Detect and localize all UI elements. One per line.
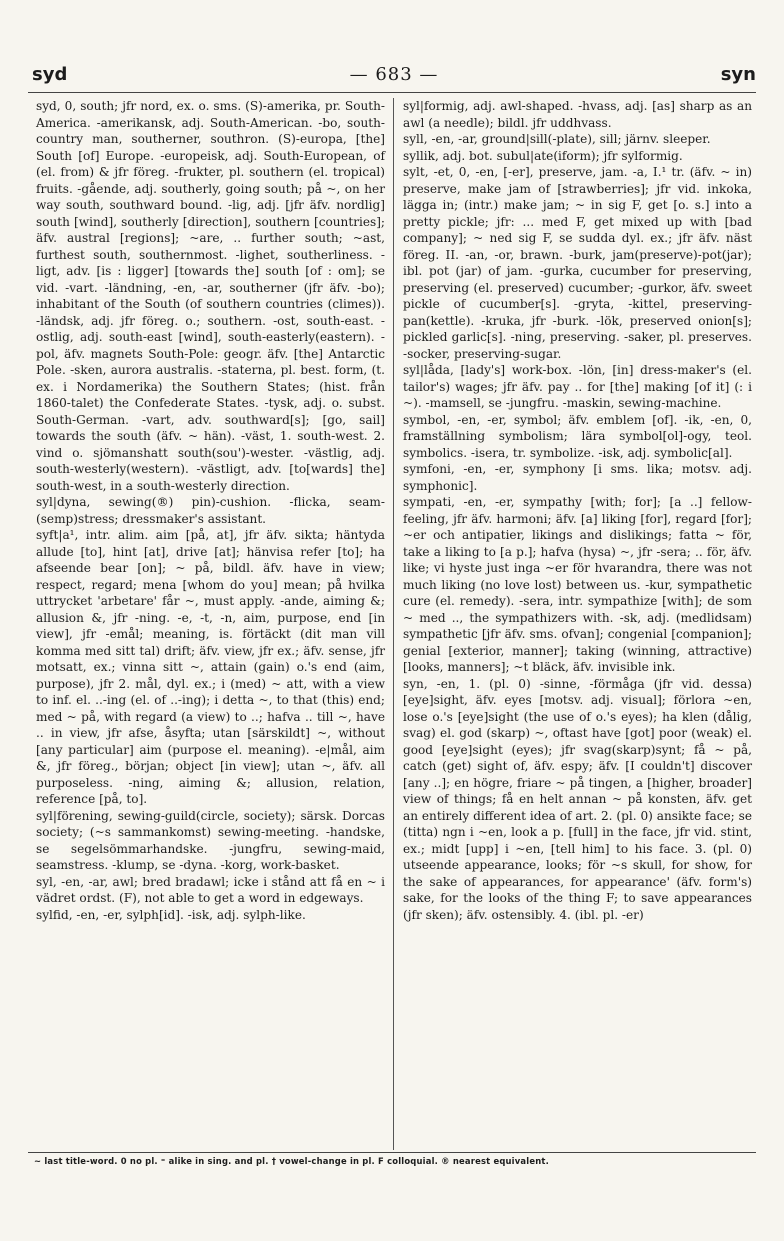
page-header bbox=[32, 64, 756, 90]
dictionary-columns bbox=[32, 98, 756, 1150]
entry-sympati: sympati, -en, -er, sympathy [with; for]; [a ..] fellow-feeling, jfr äfv. harmoni; äfv. [a] liking [for], regard [for]; ~er och antipatier, likings and dislikings; fatta ~ för, take a liking to [a p.]; hafva (hysa) ~, jfr -sera; .. för, äfv. like; vi hyste just inga ~er för hvarandra, there was not much liking (no love lost) between us. -kur, sympathetic cure (el. remedy). -sera, intr. sympathize [with]; de som ~ med .., the sympathizers with. -sk, adj. (medlidsam) sympathetic [jfr äfv. sms. ofvan]; congenial [companion]; genial [exterior, manner]; taking (winning, attractive) [looks, manners]; ~t bläck, äfv. invisible ink. bbox=[403, 495, 752, 674]
entry-sylforening: syl|förening, sewing-guild(circle, society); särsk. Dorcas society; (~s sammankomst) sewing-meeting. -handske, se segelsömmarhandske. -jungfru, sewing-maid, seamstress. -klump, se -dyna. -korg, work-basket. bbox=[36, 808, 385, 872]
entry-syd: syd, 0, south; jfr nord, ex. o. sms. (S)-amerika, pr. South-America. -amerikansk, adj. South-American. -bo, south-country man, southerner, southron. (S)-europa, [the] South [of] Europe. -europeisk, adj. South-European, of (el. from) & jfr föreg. -frukter, pl. southern (el. tropical) fruits. -gående, adj. southerly, going south; på ~, on her way south, southward bound. -lig, adj. [jfr äfv. nordlig] south [wind], southerly [direction], southern [countries]; äfv. austral [regions]; ~are, .. further south; ~ast, furthest south, southernmost. -lighet, southerliness. -ligt, adv. [is : ligger] [towards the] south [of : om]; se vid. -vart. -ländning, -en, -ar, southerner (jfr äfv. -bo); inhabitant of the South (of southern countries (climes)). -ländsk, adj. jfr föreg. o.; southern. -ost, south-east. -ostlig, adj. south-east [wind], south-easterly(eastern). -pol, äfv. magnets South-Pole: geogr. äfv. [the] Antarctic Pole. -sken, aurora australis. -staterna, pl. best. form, (t. ex. i Nordamerika) the Southern States; (hist. från 1860-talet) the Confederate States. -tysk, adj. o. subst. South-German. -vart, adv. southward[s]; [go, sail] towards the south (äfv. ~ hän). -väst, 1. south-west. 2. vind o. sjömanshatt south(sou')-wester. -västlig, adj. south-westerly(western). -västligt, adv. [to[wards] the] south-west, in a south-westerly direction. bbox=[36, 99, 385, 493]
entry-syl: syl, -en, -ar, awl; bred bradawl; icke i stånd att få en ~ i vädret ordst. (F), not able to get a word in edgeways. bbox=[36, 874, 385, 905]
abbreviation-legend: ~ last title-word. 0 no pl. ⁼ alike in sing. and pl. † vowel-change in pl. F colloquial. ® nearest equivalent. bbox=[34, 1156, 549, 1166]
right-column bbox=[394, 98, 756, 1150]
footer-rule bbox=[28, 1152, 756, 1153]
entry-syn: syn, -en, 1. (pl. 0) -sinne, -förmåga (jfr vid. dessa) [eye]sight, äfv. eyes [motsv. adj. visual]; förlora ~en, lose o.'s [eye]sight (the use of o.'s eyes); ha klen (dålig, svag) el. god (skarp) ~, oftast have [got] poor (weak) el. good [eye]sight (eyes); jfr svag(skarp)synt; få ~ på, catch (get) sight of, äfv. espy; äfv. [I couldn't] discover [any ..]; en högre, friare ~ på tingen, a [higher, broader] view of things; få en helt annan ~ på konsten, äfv. get an entirely different idea of art. 2. (pl. 0) ansikte face; se (titta) ngn i ~en, look a p. [full] in the face, jfr vid. stint, ex.; midt [upp] i ~en, [tell him] to his face. 3. (pl. 0) utseende appearance, looks; för ~s skull, for show, for the sake of appearances, for appearance' (äfv. form's) sake, for the looks of the thing F; to save appearances (jfr sken); äfv. ostensibly. 4. (ibl. pl. -er) bbox=[403, 676, 752, 922]
header-left-word: syd bbox=[32, 64, 68, 85]
entry-syll: syll, -en, -ar, ground|sill(-plate), sill; järnv. sleeper. bbox=[403, 132, 711, 146]
entry-sylada: syl|låda, [lady's] work-box. -lön, [in] dress-maker's (el. tailor's) wages; jfr äfv. pay .. for [the] making [of it] (: i ~). -mamsell, se -jungfru. -maskin, sewing-machine. bbox=[403, 363, 752, 410]
entry-sylt: sylt, -et, 0, -en, [-er], preserve, jam. -a, I.¹ tr. (äfv. ~ in) preserve, make jam of [strawberries]; jfr vid. inkoka, lägga in; (intr.) make jam; ~ in sig F, get [o. s.] into a pretty pickle; jfr: ... med F, get mixed up with [bad company]; ~ ned sig F, se sudda dyl. ex.; jfr äfv. näst föreg. II. -an, -or, brawn. -burk, jam(preserve)-pot(jar); ibl. pot (jar) of jam. -gurka, cucumber for preserving, preserving (el. preserved) cucumber; -gurkor, äfv. sweet pickle of cucumber[s]. -gryta, -kittel, preserving-pan(kettle). -kruka, jfr -burk. -lök, preserved onion[s]; pickled garlic[s]. -ning, preserving. -saker, pl. preserves. -socker, preserving-sugar. bbox=[403, 165, 752, 361]
entry-syllik: syllik, adj. bot. subul|ate(iform); jfr sylformig. bbox=[403, 148, 683, 163]
entry-symbol: symbol, -en, -er, symbol; äfv. emblem [of]. -ik, -en, 0, framställning symbolism; lära symbol[ol]-ogy, teol. symbolics. -isera, tr. symbolize. -isk, adj. symbolic[al]. bbox=[403, 412, 752, 460]
page-number: — 683 — bbox=[349, 64, 439, 85]
left-column bbox=[32, 98, 394, 1150]
entry-symfoni: symfoni, -en, -er, symphony [i sms. lika; motsv. adj. symphonic]. bbox=[403, 462, 752, 493]
entry-sylformig: syl|formig, adj. awl-shaped. -hvass, adj. [as] sharp as an awl (a needle); bildl. jfr uddhvass. bbox=[403, 99, 752, 130]
entry-syfta: syft|a¹, intr. alim. aim [på, at], jfr äfv. sikta; häntyda allude [to], hint [at], drive [at]; hänvisa refer [to]; ha afseende bear [on]; ~ på, bildl. äfv. have in view; respect, regard; mena [whom do you] mean; på hvilka uttrycket 'arbetare' får ~, must apply. -ande, aiming &; allusion &, jfr -ning. -e, -t, -n, aim, purpose, end [in view], jfr -emål; meaning, is. förtäckt (dit man vill komma med sitt tal) drift; äfv. view, jfr ex.; äfv. sense, jfr motsatt, ex.; vinna sitt ~, attain (gain) o.'s end (aim, purpose), jfr 2. mål, dyl. ex.; i (med) ~ att, with a view to inf. el. ..-ing (el. of ..-ing); i detta ~, to that (this) end; med ~ på, with regard (a view) to ..; hafva .. till ~, have .. in view, jfr afse, åsyfta; utan [särskildt] ~, without [any particular] aim (purpose el. meaning). -e|mål, aim &, jfr föreg., början; object [in view]; utan ~, äfv. all purposeless. -ning, aiming &; allusion, relation, reference [på, to]. bbox=[36, 528, 385, 806]
entry-sylfid: sylfid, -en, -er, sylph[id]. -isk, adj. sylph-like. bbox=[36, 907, 306, 922]
entry-syldyna: syl|dyna, sewing(®) pin)-cushion. -flicka, seam-(semp)stress; dressmaker's assistant. bbox=[36, 495, 385, 526]
header-rule bbox=[28, 92, 756, 93]
header-right-word: syn bbox=[720, 64, 756, 85]
